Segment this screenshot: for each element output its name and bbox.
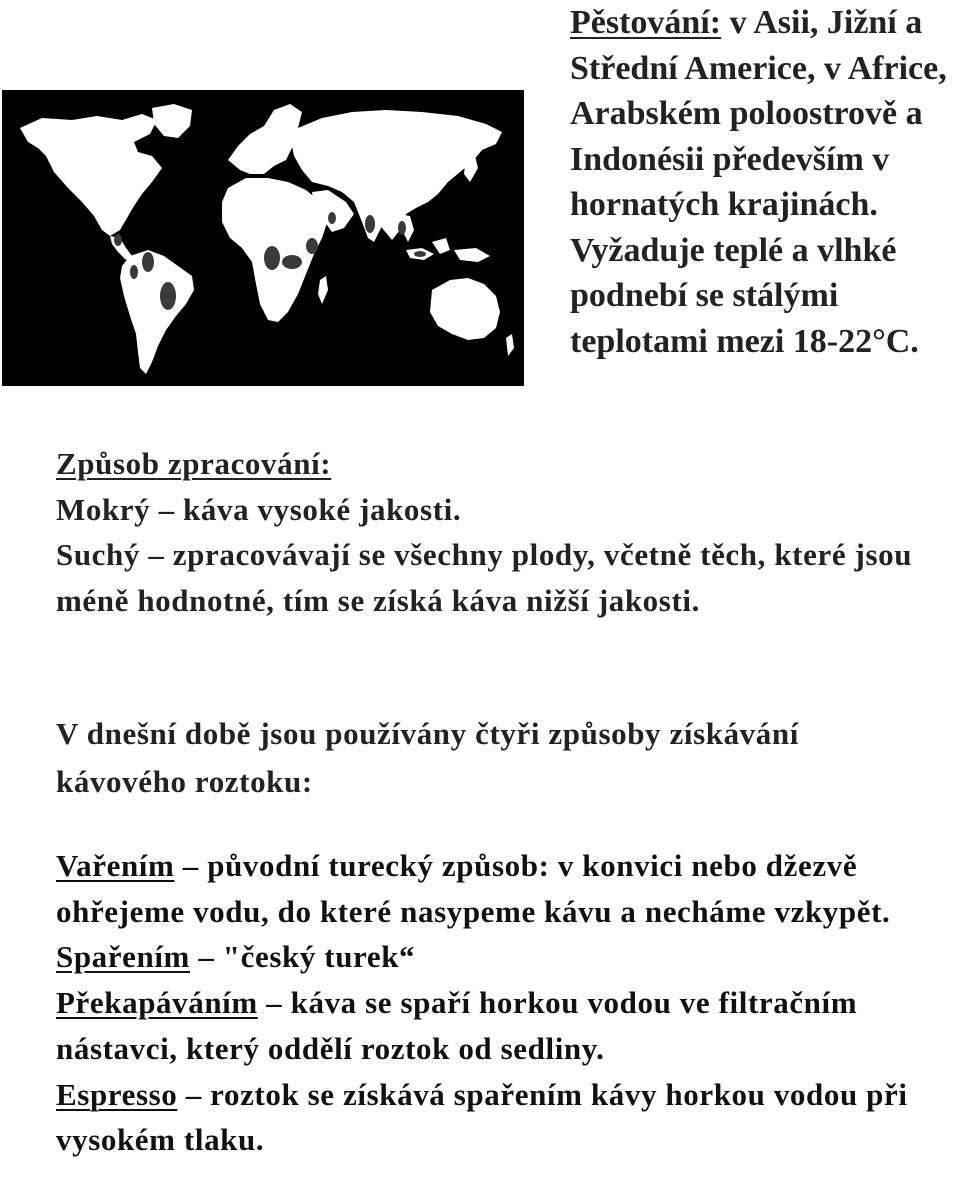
methods-intro: V dnešní době jsou používány čtyři způsoby získávání kávového roztoku: xyxy=(56,716,799,799)
method-name: Vařením xyxy=(56,848,175,883)
cultivation-paragraph xyxy=(570,0,960,364)
method-name: Překapáváním xyxy=(56,985,258,1021)
processing-wet: Mokrý – káva vysoké jakosti. xyxy=(56,491,462,527)
method-text: – "český turek“ xyxy=(189,939,416,975)
method-name: Espresso xyxy=(56,1076,178,1112)
method-item xyxy=(56,1072,936,1163)
cultivation-text: v Asii, Jižní a Střední Americe, v Africe, Arabském poloostrově a Indonésii především v hornatých krajinách. Vyžaduje teplé a vlhké podnebí se stálými teplotami mezi 18-22°C. xyxy=(570,4,947,360)
processing-heading: Způsob zpracování: xyxy=(56,446,332,481)
method-item xyxy=(56,934,936,980)
method-item xyxy=(56,980,936,1071)
methods-list xyxy=(56,843,936,1163)
cultivation-label: Pěstování: xyxy=(570,4,722,41)
processing-dry: Suchý – zpracovávají se všechny plody, včetně těch, které jsou méně hodnotné, tím se získá káva nižší jakosti. xyxy=(56,537,913,618)
method-name: Spařením xyxy=(56,939,190,975)
processing-section xyxy=(56,441,936,623)
method-item xyxy=(56,843,936,934)
method-text: – káva se spaří horkou vodou ve filtračním nástavci, který oddělí roztok od sedliny. xyxy=(56,985,858,1066)
method-text: – roztok se získává spařením kávy horkou vodou při vysokém tlaku. xyxy=(56,1076,908,1158)
method-text: – původní turecký způsob: v konvici nebo džezvě ohřejeme vodu, do které nasypeme kávu a necháme vzkypět. xyxy=(56,848,891,929)
world-map-image xyxy=(2,90,524,386)
